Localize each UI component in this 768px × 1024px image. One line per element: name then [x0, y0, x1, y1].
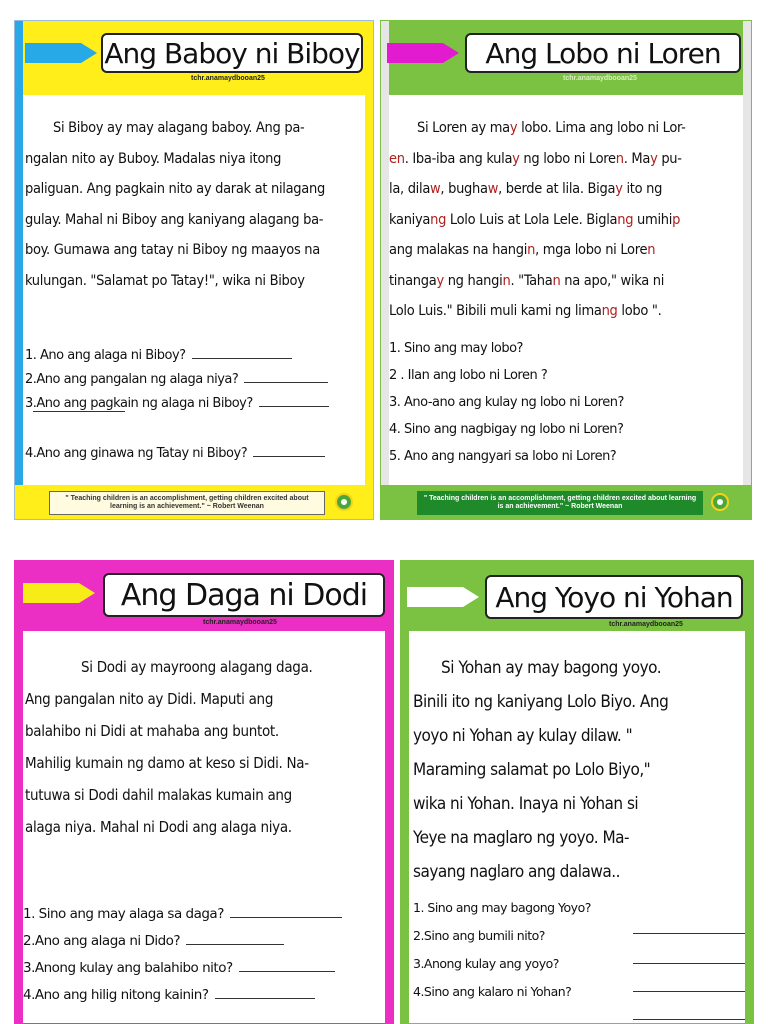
highlighted-letters: n [502, 272, 511, 289]
question-item [413, 943, 749, 971]
story-line: kulungan. "Salamat po Tatay!", wika ni Biboy [25, 272, 305, 289]
highlighted-letters: ng [430, 211, 447, 228]
story-line: wika ni Yohan. Inaya ni Yohan si [413, 794, 639, 814]
question-item [389, 356, 745, 383]
question-text: 5. Ano ang nangyari sa lobo ni Loren? [389, 449, 617, 464]
question-item [389, 437, 745, 464]
story-line: tutuwa si Dodi dahil malakas kumain ang [25, 786, 292, 804]
school-seal-icon [335, 493, 353, 511]
story-text-segment: ang malakas na hangi [389, 242, 528, 258]
teaching-quote: " Teaching children is an accomplishment, getting children excited about learning is an achievement." ~ Robert Weenan [49, 491, 325, 515]
question-text: 4.Sino ang kalaro ni Yohan? [413, 984, 572, 999]
answer-line[interactable] [239, 971, 335, 972]
story-text-segment: tinanga [389, 272, 437, 289]
answer-line[interactable] [192, 358, 292, 359]
story-line: Yeye na maglaro ng yoyo. Ma- [413, 828, 630, 848]
question-text: 1. Sino ang may alaga sa daga? [23, 906, 224, 922]
story-line: alaga niya. Mahal ni Dodi ang alaga niya. [25, 818, 292, 836]
left-accent-strip [401, 561, 409, 1023]
highlighted-letters: p [672, 211, 681, 228]
story-text-segment: lobo. Lima ang lobo ni Lor- [517, 120, 686, 136]
question-text: 2.Sino ang bumili nito? [413, 928, 545, 943]
worksheet-card-baboy [14, 20, 374, 520]
worksheet-card-lobo [380, 20, 752, 520]
highlighted-letters: w [430, 181, 441, 197]
question-text: 2.Ano ang alaga ni Dido? [23, 933, 181, 949]
author-credit: tchr.anamaydbooan25 [191, 75, 265, 82]
story-text-segment: . Ma [623, 150, 651, 167]
story-line [389, 296, 745, 327]
story-line: Si Yohan ay may bagong yoyo. [441, 658, 662, 678]
story-line: yoyo ni Yohan ay kulay dilaw. " [413, 726, 633, 746]
story-line: sayang naglaro ang dalawa.. [413, 862, 620, 882]
answer-line[interactable] [633, 963, 745, 964]
question-text: 1. Sino ang may bagong Yoyo? [413, 900, 591, 915]
answer-line[interactable] [244, 382, 328, 383]
question-item [413, 887, 749, 915]
question-item [413, 971, 749, 999]
question-list [389, 329, 745, 464]
highlighted-letters: y [512, 150, 520, 167]
answer-line[interactable] [633, 991, 745, 992]
story-text-segment: pu- [657, 150, 682, 167]
question-item [389, 410, 745, 437]
story-line [389, 144, 745, 175]
answer-line[interactable] [633, 1019, 745, 1020]
highlighted-letters: n [615, 150, 624, 167]
card-title: Ang Yoyo ni Yohan [485, 575, 743, 619]
highlighted-letters: n [647, 242, 656, 258]
card-title: Ang Daga ni Dodi [103, 573, 385, 617]
highlighted-letters: n [552, 272, 561, 289]
story-line: ngalan nito ay Buboy. Madalas niya itong [25, 150, 282, 167]
question-item [389, 329, 745, 356]
question-text: 4. Sino ang nagbigay ng lobo ni Loren? [389, 422, 624, 437]
left-accent-strip [15, 21, 23, 519]
answer-line[interactable] [186, 944, 284, 945]
arrow-icon [25, 39, 99, 67]
answer-line[interactable] [33, 411, 125, 412]
highlighted-letters: ng [617, 211, 634, 228]
story-line [389, 174, 745, 205]
question-list [25, 339, 369, 461]
story-text-segment: la, dila [389, 181, 431, 197]
story-text-segment: na apo," wika ni [560, 272, 665, 289]
question-text: 3.Anong kulay ang balahibo nito? [23, 960, 233, 976]
question-item [23, 949, 387, 976]
worksheet-card-yoyo [400, 560, 754, 1024]
story-line: paliguan. Ang pagkain nito ay darak at nilagang [25, 181, 325, 197]
left-accent-strip [15, 561, 23, 1023]
arrow-icon [387, 39, 461, 67]
question-item [23, 922, 387, 949]
story-text-segment: ito ng [622, 181, 663, 197]
question-item [23, 895, 387, 922]
story-line: gulay. Mahal ni Biboy ang kaniyang alagang ba- [25, 211, 324, 228]
highlighted-letters: ng [601, 303, 618, 319]
story-text [25, 651, 387, 843]
story-line: Mahilig kumain ng damo at keso si Didi. Na- [25, 754, 309, 772]
story-text-segment: Lolo Luis at Lola Lele. Bigla [446, 211, 618, 228]
story-line: boy. Gumawa ang tatay ni Biboy ng maayos na [25, 242, 320, 258]
story-line: Binili ito ng kaniyang Lolo Biyo. Ang [413, 692, 669, 712]
teaching-quote: " Teaching children is an accomplishment, getting children excited about learning is an achievement." ~ Robert Weenan [417, 491, 703, 515]
left-accent-strip [381, 21, 389, 519]
story-line: Si Biboy ay may alagang baboy. Ang pa- [53, 120, 305, 136]
question-text: 1. Sino ang may lobo? [389, 341, 523, 356]
highlighted-letters: y [436, 272, 444, 289]
highlighted-letters: en [389, 150, 405, 167]
story-text-segment: umihi [633, 211, 673, 228]
arrow-icon [23, 579, 97, 607]
story-text-segment: . Iba-iba ang kula [404, 150, 513, 167]
question-item [413, 915, 749, 943]
author-credit: tchr.anamaydbooan25 [563, 75, 637, 82]
card-title: Ang Lobo ni Loren [465, 33, 741, 73]
question-item [25, 363, 369, 387]
story-text-segment: . "Taha [510, 272, 553, 289]
answer-line[interactable] [215, 998, 315, 999]
question-text: 1. Ano ang alaga ni Biboy? [25, 348, 186, 363]
story-text-segment: lobo ". [617, 303, 662, 319]
story-line: Ang pangalan nito ay Didi. Maputi ang [25, 690, 274, 708]
story-line: balahibo ni Didi at mahaba ang buntot. [25, 722, 279, 740]
story-text-segment: , berde at lila. Biga [498, 181, 616, 197]
story-text [389, 113, 745, 327]
answer-line[interactable] [633, 933, 745, 934]
story-text-segment: ng hangi [443, 272, 503, 289]
story-text [413, 651, 749, 889]
story-line [389, 205, 745, 236]
author-credit: tchr.anamaydbooan25 [609, 621, 683, 628]
question-item [23, 976, 387, 1003]
story-text-segment: kaniya [389, 211, 431, 228]
question-item [25, 387, 369, 411]
answer-line[interactable] [253, 456, 325, 457]
question-text: 4.Ano ang hilig nitong kainin? [23, 987, 209, 1003]
question-item [25, 339, 369, 363]
question-text: 3.Anong kulay ang yoyo? [413, 956, 559, 971]
question-text: 2 . Ilan ang lobo ni Loren ? [389, 368, 548, 383]
story-line: Si Dodi ay mayroong alagang daga. [81, 658, 313, 676]
question-text: 3. Ano-ano ang kulay ng lobo ni Loren? [389, 395, 624, 410]
highlighted-letters: y [650, 150, 658, 167]
answer-line[interactable] [230, 917, 342, 918]
spacer [25, 411, 369, 423]
arrow-icon [407, 583, 481, 611]
story-line [389, 113, 745, 144]
question-text: 4.Ano ang ginawa ng Tatay ni Biboy? [25, 446, 248, 461]
highlighted-letters: w [487, 181, 499, 197]
story-text-segment: ng lobo ni Lore [519, 150, 616, 167]
story-text-segment: , mga lobo ni Lore [535, 242, 648, 258]
story-line [389, 235, 745, 266]
worksheet-card-daga [14, 560, 394, 1024]
question-list [413, 887, 749, 999]
author-credit: tchr.anamaydbooan25 [203, 619, 277, 626]
question-text: 3.Ano ang pagkain ng alaga ni Biboy? [25, 396, 253, 411]
highlighted-letters: y [615, 181, 623, 197]
question-text: 2.Ano ang pangalan ng alaga niya? [25, 372, 239, 387]
question-list [23, 895, 387, 1003]
story-text-segment: , bugha [440, 181, 488, 197]
school-seal-icon [711, 493, 729, 511]
highlighted-letters: y [509, 120, 518, 136]
highlighted-letters: n [527, 242, 536, 258]
story-text-segment: Si Loren ay ma [417, 120, 510, 136]
question-item [25, 423, 369, 461]
card-title: Ang Baboy ni Biboy [101, 33, 363, 73]
question-item [389, 383, 745, 410]
answer-line[interactable] [259, 406, 329, 407]
story-text-segment: Lolo Luis." Bibili muli kami ng lima [389, 303, 602, 319]
story-line: Maraming salamat po Lolo Biyo," [413, 760, 651, 780]
story-line [389, 266, 745, 297]
story-text [25, 113, 369, 296]
